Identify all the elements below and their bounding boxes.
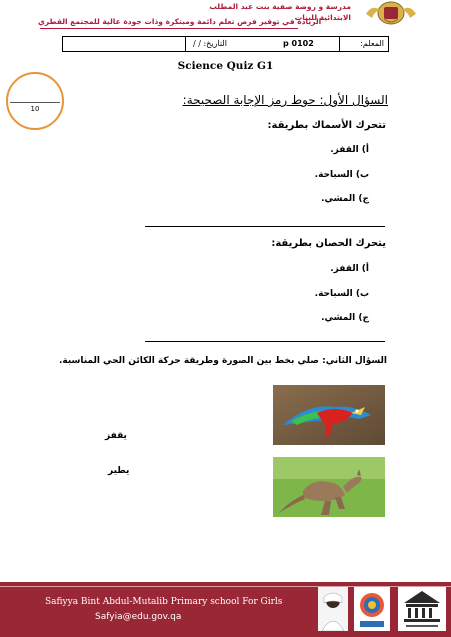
school-crest-icon: [362, 0, 420, 26]
unesco-logo-icon: [398, 587, 446, 631]
q1-part2-lead: يتحرك الحصان بطريقة:: [271, 238, 386, 249]
quiz-title: Science Quiz G1: [177, 60, 274, 72]
class-code: p 0102: [283, 39, 314, 48]
header-underline: [40, 28, 298, 29]
footer-school-name: Safiyya Bint Abdul-Mutalib Primary school For Girls: [45, 597, 283, 607]
q1-part2-option-b: ب) السباحة.: [314, 289, 369, 299]
q1-part1-option-b: ب) السباحة.: [314, 170, 369, 180]
score-total: 10: [30, 105, 40, 113]
kangaroo-image: [273, 457, 385, 517]
footer-email: Safyia@edu.gov.qa: [95, 612, 182, 622]
q2-title-text: السؤال الثاني: صلي بخط بين الصورة وطريقة حركة الكائن الحي المناسبة.: [58, 356, 387, 366]
header: [0, 0, 451, 32]
q1-part1-option-a: أ) القفز.: [330, 145, 369, 155]
tedc-logo-icon: [354, 587, 390, 631]
footer-logos: [318, 587, 448, 633]
info-bar: [62, 36, 389, 52]
info-divider-2: [185, 37, 186, 51]
q2-title: [59, 356, 387, 366]
teacher-label: المعلم:: [360, 39, 384, 48]
word-jump: يقفز: [105, 431, 127, 441]
word-fly: يطير: [108, 466, 130, 476]
q1-part1-lead: تتحرك الأسماك بطريقة:: [267, 120, 386, 131]
school-name-line2: الابتدائية للبنات: [294, 13, 351, 22]
emir-portrait-icon: [318, 587, 348, 631]
school-slogan: الريادة في توفير فرص تعلم دائمة ومبتكرة وذات جودة عالية للمجتمع القطري: [38, 17, 322, 26]
school-name-line1: مدرسة و روضة صفية بنت عبد المطلب: [209, 2, 351, 11]
info-divider-1: [339, 37, 340, 51]
score-circle: [6, 72, 64, 130]
q1-part2-option-a: أ) القفز.: [330, 264, 369, 274]
q1-title-text: السؤال الأول: حوط رمز الإجابة الصحيحة:: [182, 93, 388, 107]
q1-part1-option-c: ج) المشي.: [321, 194, 369, 204]
q1-part2-option-c: ج) المشي.: [321, 313, 369, 323]
parrot-image: [273, 385, 385, 445]
q1-title: [183, 93, 388, 107]
separator-1: [145, 226, 385, 227]
score-line: [10, 102, 60, 103]
date-label: التاريخ: / /: [193, 39, 227, 48]
separator-2: [145, 341, 385, 342]
